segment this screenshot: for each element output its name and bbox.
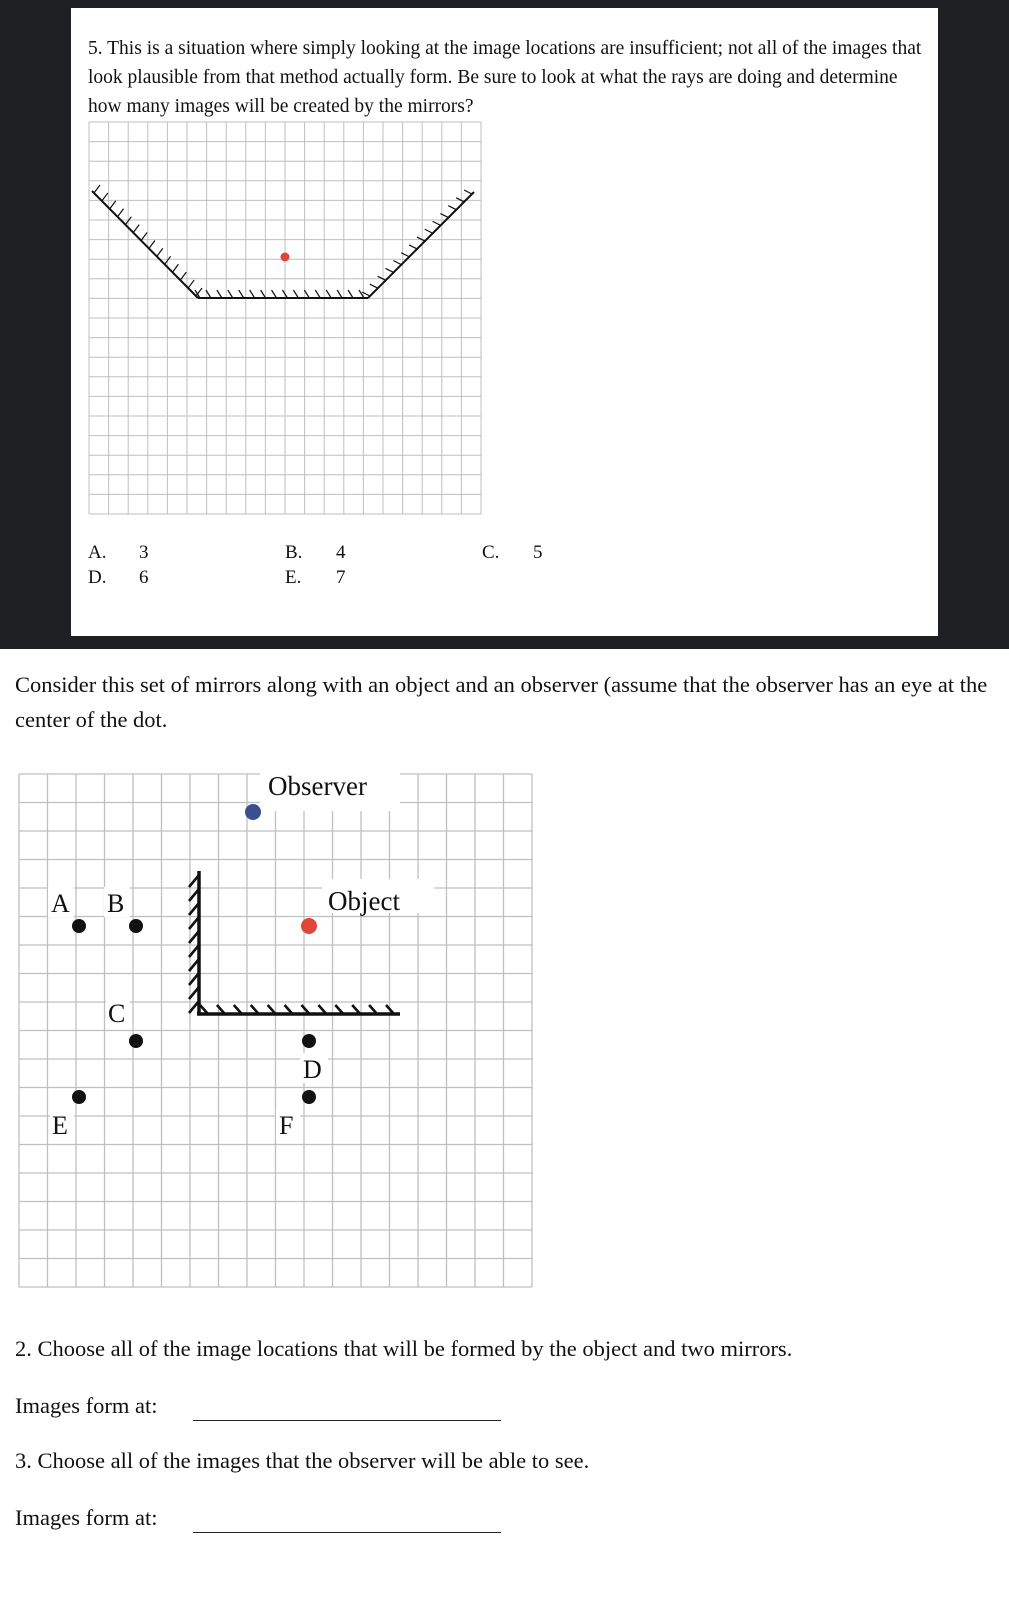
point-a-label: A <box>51 889 70 918</box>
hatch-mark <box>133 225 139 233</box>
hatch-mark <box>293 290 298 298</box>
hatch-mark <box>348 290 353 298</box>
hatch-mark <box>188 280 194 288</box>
mirror-hatching <box>94 185 472 298</box>
hatch-mark <box>448 206 456 210</box>
hatch-mark <box>464 190 472 194</box>
hatch-mark <box>425 229 433 233</box>
mirror-left <box>92 191 198 298</box>
question-3-answer-label: Images form at: <box>15 1505 158 1530</box>
choice-a-letter: A. <box>88 542 107 563</box>
choice-e-letter: E. <box>285 567 302 588</box>
question-2-text: 2. Choose all of the image locations that will be formed by the object and two mirrors. <box>15 1336 793 1361</box>
point-f[interactable] <box>276 1110 300 1140</box>
point-d-dot <box>302 1034 316 1048</box>
mirror-right <box>368 192 474 298</box>
point-d[interactable] <box>300 1034 328 1104</box>
hatch-mark <box>217 290 222 298</box>
hatch-mark <box>250 290 255 298</box>
hatch-mark <box>239 290 244 298</box>
hatch-mark <box>456 198 464 202</box>
point-b-label: B <box>107 889 125 918</box>
hatch-mark <box>149 240 155 248</box>
hatch-mark <box>172 264 178 272</box>
point-c-dot <box>129 1034 143 1048</box>
point-d-lower-dot <box>302 1090 316 1104</box>
point-e-label: E <box>52 1111 68 1140</box>
grid-lines <box>89 122 481 514</box>
question-3-answer-blank[interactable] <box>193 1532 501 1533</box>
hatch-mark <box>370 284 378 288</box>
choice-b-value: 4 <box>336 542 346 563</box>
observer-label: Observer <box>268 773 367 801</box>
point-b[interactable] <box>104 887 143 933</box>
choice-e-value: 7 <box>336 567 346 588</box>
hatch-mark <box>409 245 417 249</box>
choice-c-value: 5 <box>533 542 543 563</box>
choice-b-letter: B. <box>285 542 303 563</box>
hatch-mark <box>94 185 100 193</box>
point-e-dot <box>72 1090 86 1104</box>
hatch-mark <box>386 268 394 272</box>
question-3-text: 3. Choose all of the images that the observer will be able to see. <box>15 1448 590 1473</box>
choice-d-value: 6 <box>139 567 149 588</box>
hatch-mark <box>110 201 116 209</box>
problem-5-mirror-diagram <box>88 121 482 515</box>
hatch-mark <box>393 261 401 265</box>
mirrors <box>92 185 474 298</box>
grid-lines <box>19 774 532 1287</box>
question-2-answer-label: Images form at: <box>15 1393 158 1418</box>
question-2-answer-blank[interactable] <box>193 1420 501 1421</box>
choice-c-letter: C. <box>482 542 500 563</box>
object-label: Object <box>328 886 400 916</box>
hatch-mark <box>102 193 108 201</box>
choice-d-letter: D. <box>88 567 107 588</box>
point-a[interactable] <box>48 887 86 933</box>
hatch-mark <box>433 221 441 225</box>
object-dot <box>281 253 290 262</box>
point-a-dot <box>72 919 86 933</box>
object-dot <box>301 918 317 934</box>
point-c[interactable] <box>106 998 143 1048</box>
intro-text: Consider this set of mirrors along with an object and an observer (assume that the observer has an eye at the center of the dot. <box>15 672 988 732</box>
hatch-mark <box>261 290 266 298</box>
observer-dot <box>245 804 261 820</box>
point-e[interactable] <box>50 1090 86 1140</box>
hatch-mark <box>315 290 320 298</box>
choice-a-value: 3 <box>139 542 149 563</box>
point-b-dot <box>129 919 143 933</box>
observer-mirror-diagram <box>18 773 548 1313</box>
hatch-mark <box>417 237 425 241</box>
point-d-label: D <box>303 1055 322 1084</box>
point-c-label: C <box>108 999 126 1028</box>
hatch-mark <box>228 290 233 298</box>
problem-5-text: 5. This is a situation where simply looking at the image locations are insufficient; not all of the images that look plausible from that method actually form. Be sure to look at what the rays are doing and determine how many images will be created by the mirrors? <box>88 38 922 117</box>
hatch-mark <box>326 290 331 298</box>
hatch-mark <box>118 209 124 217</box>
hatch-mark <box>337 290 342 298</box>
point-f-label: F <box>279 1111 294 1140</box>
hatch-mark <box>272 290 277 298</box>
hatch-mark <box>157 248 163 256</box>
